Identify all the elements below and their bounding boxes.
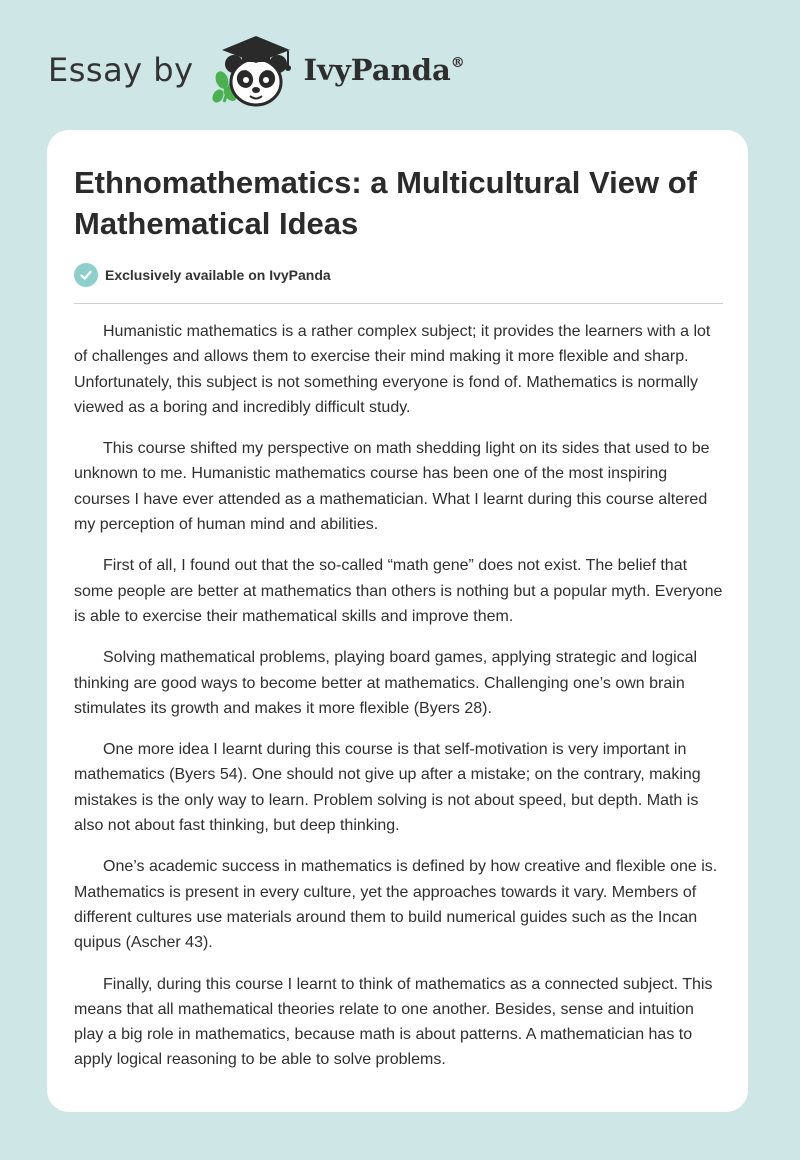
ivypanda-logo[interactable] — [208, 30, 465, 110]
site-header — [48, 30, 465, 110]
essay-card — [47, 130, 748, 1112]
trademark-symbol: ® — [450, 55, 465, 71]
essay-body — [74, 319, 726, 1089]
paragraph: Humanistic mathematics is a rather complex subject; it provides the learners with a lot of challenges and allows them to exercise their mind making it more flexible and sharp. Unfortunately, this subject is not something everyone is fond of. Mathematics is normally viewed as a boring and incredibly difficult study. — [74, 323, 711, 416]
panda-mascot-icon — [208, 30, 300, 110]
badge-text: Exclusively available on IvyPanda — [105, 267, 331, 283]
paragraph: One more idea I learnt during this course is that self-motivation is very important in mathematics (Byers 54). One should not give up after a mistake; on the contrary, making mistakes is the only way to learn. Problem solving is not about speed, but depth. Math is also not about fast thinking, but deep thinking. — [74, 741, 701, 835]
brand-text: IvyPanda — [303, 53, 451, 87]
brand-name — [304, 53, 465, 87]
exclusive-badge — [74, 263, 331, 287]
divider — [74, 303, 723, 304]
paragraph: First of all, I found out that the so-called “math gene” does not exist. The belief that some people are better at mathematics than others is nothing but a popular myth. Everyone is able to exercise their mathematical skills and improve them. — [74, 557, 723, 625]
essay-by-label: Essay by — [48, 51, 194, 89]
paragraph: Finally, during this course I learnt to think of mathematics as a connected subject. This means that all mathematical theories relate to one another. Besides, sense and intuition play a big role in mathematics, because math is about patterns. A mathematician has to apply logical reasoning to be able to solve problems. — [74, 975, 713, 1069]
paragraph: Solving mathematical problems, playing board games, applying strategic and logical thinking are good ways to become better at mathematics. Challenging one’s own brain stimulates its growth and makes it more flexible (Byers 28). — [74, 649, 698, 717]
paragraph: One’s academic success in mathematics is defined by how creative and flexible one is. Mathematics is present in every culture, yet the approaches towards it vary. Members of different cultures use materials around them to build numerical guides such as the Incan quipus (Ascher 43). — [74, 858, 718, 952]
check-circle-icon — [74, 263, 98, 287]
paragraph: This course shifted my perspective on math shedding light on its sides that used to be unknown to me. Humanistic mathematics course has been one of the most inspiring courses I have ever attended as a mathematician. What I learnt during this course altered my perception of human mind and abilities. — [74, 440, 710, 534]
page-title: Ethnomathematics: a Multicultural View of Mathematical Ideas — [74, 165, 697, 241]
